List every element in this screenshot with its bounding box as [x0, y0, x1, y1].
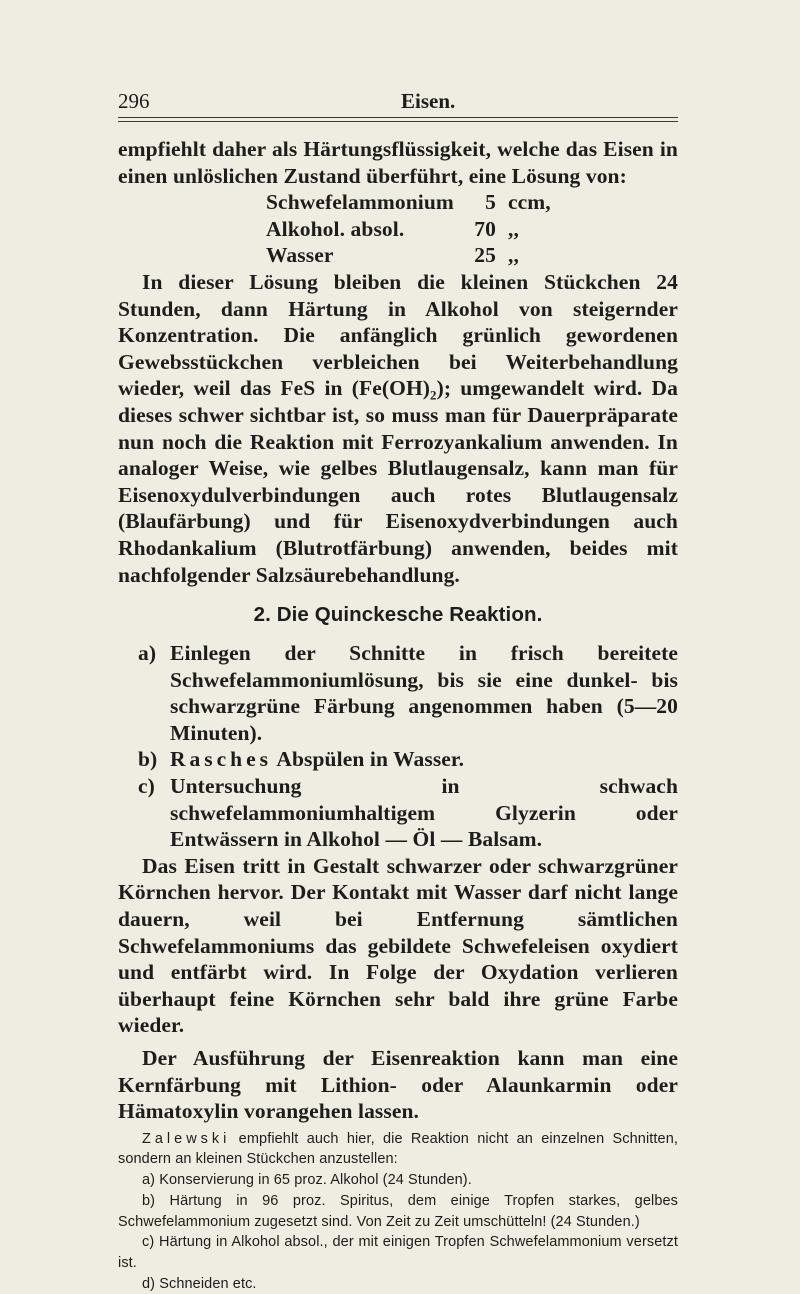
page-number: 296	[118, 89, 150, 113]
footnote-step: b) Härtung in 96 proz. Spiritus, dem einige Tropfen starkes, gelbes Schwefelammonium zugesetzt sind. Von Zeit zu Zeit umschütteln! (24 Stunden.)	[118, 1192, 678, 1230]
recipe-row	[266, 189, 678, 216]
footnote-block	[118, 1129, 678, 1294]
footnote-intro	[118, 1129, 678, 1170]
step-marker: c)	[138, 774, 155, 799]
ingredient-unit: ,,	[508, 216, 519, 241]
header-rule-thin	[118, 121, 678, 122]
step-marker: b)	[138, 747, 158, 772]
section-heading: 2. Die Quinckesche Reaktion.	[253, 603, 543, 627]
paragraph-hardening: In dieser Lösung bleiben die kleinen Stückchen 24 Stunden, dann Härtung in Alkohol von steigernder Konzentration. Die anfänglich grünlich gewordenen Gewebsstückchen verbleichen bei Weiterbehandlung wieder, weil das FeS in (Fe(OH)₂); umgewandelt wird. Da dieses schwer sichtbar ist, so muss man für Dauerpräparate nun noch die Reaktion mit Ferrozyankalium anwenden. In analoger Weise, wie gelbes Blutlaugensalz, kann man für Eisenoxydulverbindungen auch rotes Blutlaugensalz (Blaufärbung) und für Eisenoxydverbindungen auch Rhodankalium (Blutrotfärbung) anwenden, beides mit nachfolgender Salzsäurebehandlung.	[118, 269, 678, 587]
procedure-step	[118, 746, 678, 773]
step-text-wrapper	[162, 746, 678, 773]
paragraph-result: Das Eisen tritt in Gestalt schwarzer oder schwarzgrüner Körnchen hervor. Der Kontakt mit Wasser darf nicht lange dauern, weil bei Entfernung sämtlichen Schwefelammoniums das gebildete Schwefeleisen oxydiert und entfärbt wird. In Folge der Oxydation verlieren überhaupt feine Körnchen sehr bald ihre grüne Farbe wieder.	[118, 853, 678, 1038]
step-text: Untersuchung in schwach schwefelammoniumhaltigem Glyzerin oder Entwässern in Alkohol — Öl — Balsam.	[170, 774, 678, 852]
page-header	[118, 83, 678, 113]
footnote-step: d) Schneiden etc.	[142, 1275, 257, 1292]
running-title: Eisen.	[401, 89, 456, 113]
footnote-step: a) Konservierung in 65 proz. Alkohol (24 Stunden).	[142, 1172, 472, 1189]
ingredient-name: Wasser	[266, 243, 334, 268]
ingredient-amount: 5	[485, 190, 496, 215]
procedure-list	[118, 640, 678, 853]
footnote-intro-text: empfiehlt auch hier, die Reaktion nicht an einzelnen Schnitten, sondern an kleinen Stückchen anzustellen:	[118, 1130, 678, 1168]
footnote-step: c) Härtung in Alkohol absol., der mit einigen Tropfen Schwefelammonium versetzt ist.	[118, 1234, 678, 1271]
recipe-row	[266, 216, 678, 243]
paragraph-counterstain: Der Ausführung der Eisenreaktion kann man eine Kernfärbung mit Lithion- oder Alaunkarmin oder Hämatoxylin vorangehen lassen.	[118, 1046, 678, 1124]
step-marker: a)	[138, 641, 157, 666]
recipe-table	[266, 189, 678, 269]
ingredient-name: Schwefelammonium	[266, 190, 454, 215]
header-rule	[118, 117, 678, 118]
recipe-row	[266, 242, 678, 269]
ingredient-amount: 70	[474, 216, 496, 241]
main-text	[118, 136, 678, 1294]
ingredient-unit: ccm,	[508, 190, 551, 215]
author-name: Zalewski	[142, 1130, 231, 1147]
procedure-step	[118, 640, 678, 746]
step-text: Einlegen der Schnitte in frisch bereitete Schwefelammoniumlösung, bis sie eine dunkel- bis schwarzgrüne Färbung angenommen haben (5—20 Minuten).	[170, 641, 678, 745]
emphasized-word: Rasches	[170, 747, 273, 772]
intro-paragraph: empfiehlt daher als Härtungsflüssigkeit, welche das Eisen in einen unlöslichen Zustand überführt, eine Lösung von:	[118, 137, 678, 188]
step-text: Abspülen in Wasser.	[272, 747, 465, 772]
ingredient-name: Alkohol. absol.	[266, 216, 405, 241]
procedure-step	[118, 773, 678, 853]
ingredient-amount: 25	[474, 243, 496, 268]
ingredient-unit: ,,	[508, 243, 519, 268]
